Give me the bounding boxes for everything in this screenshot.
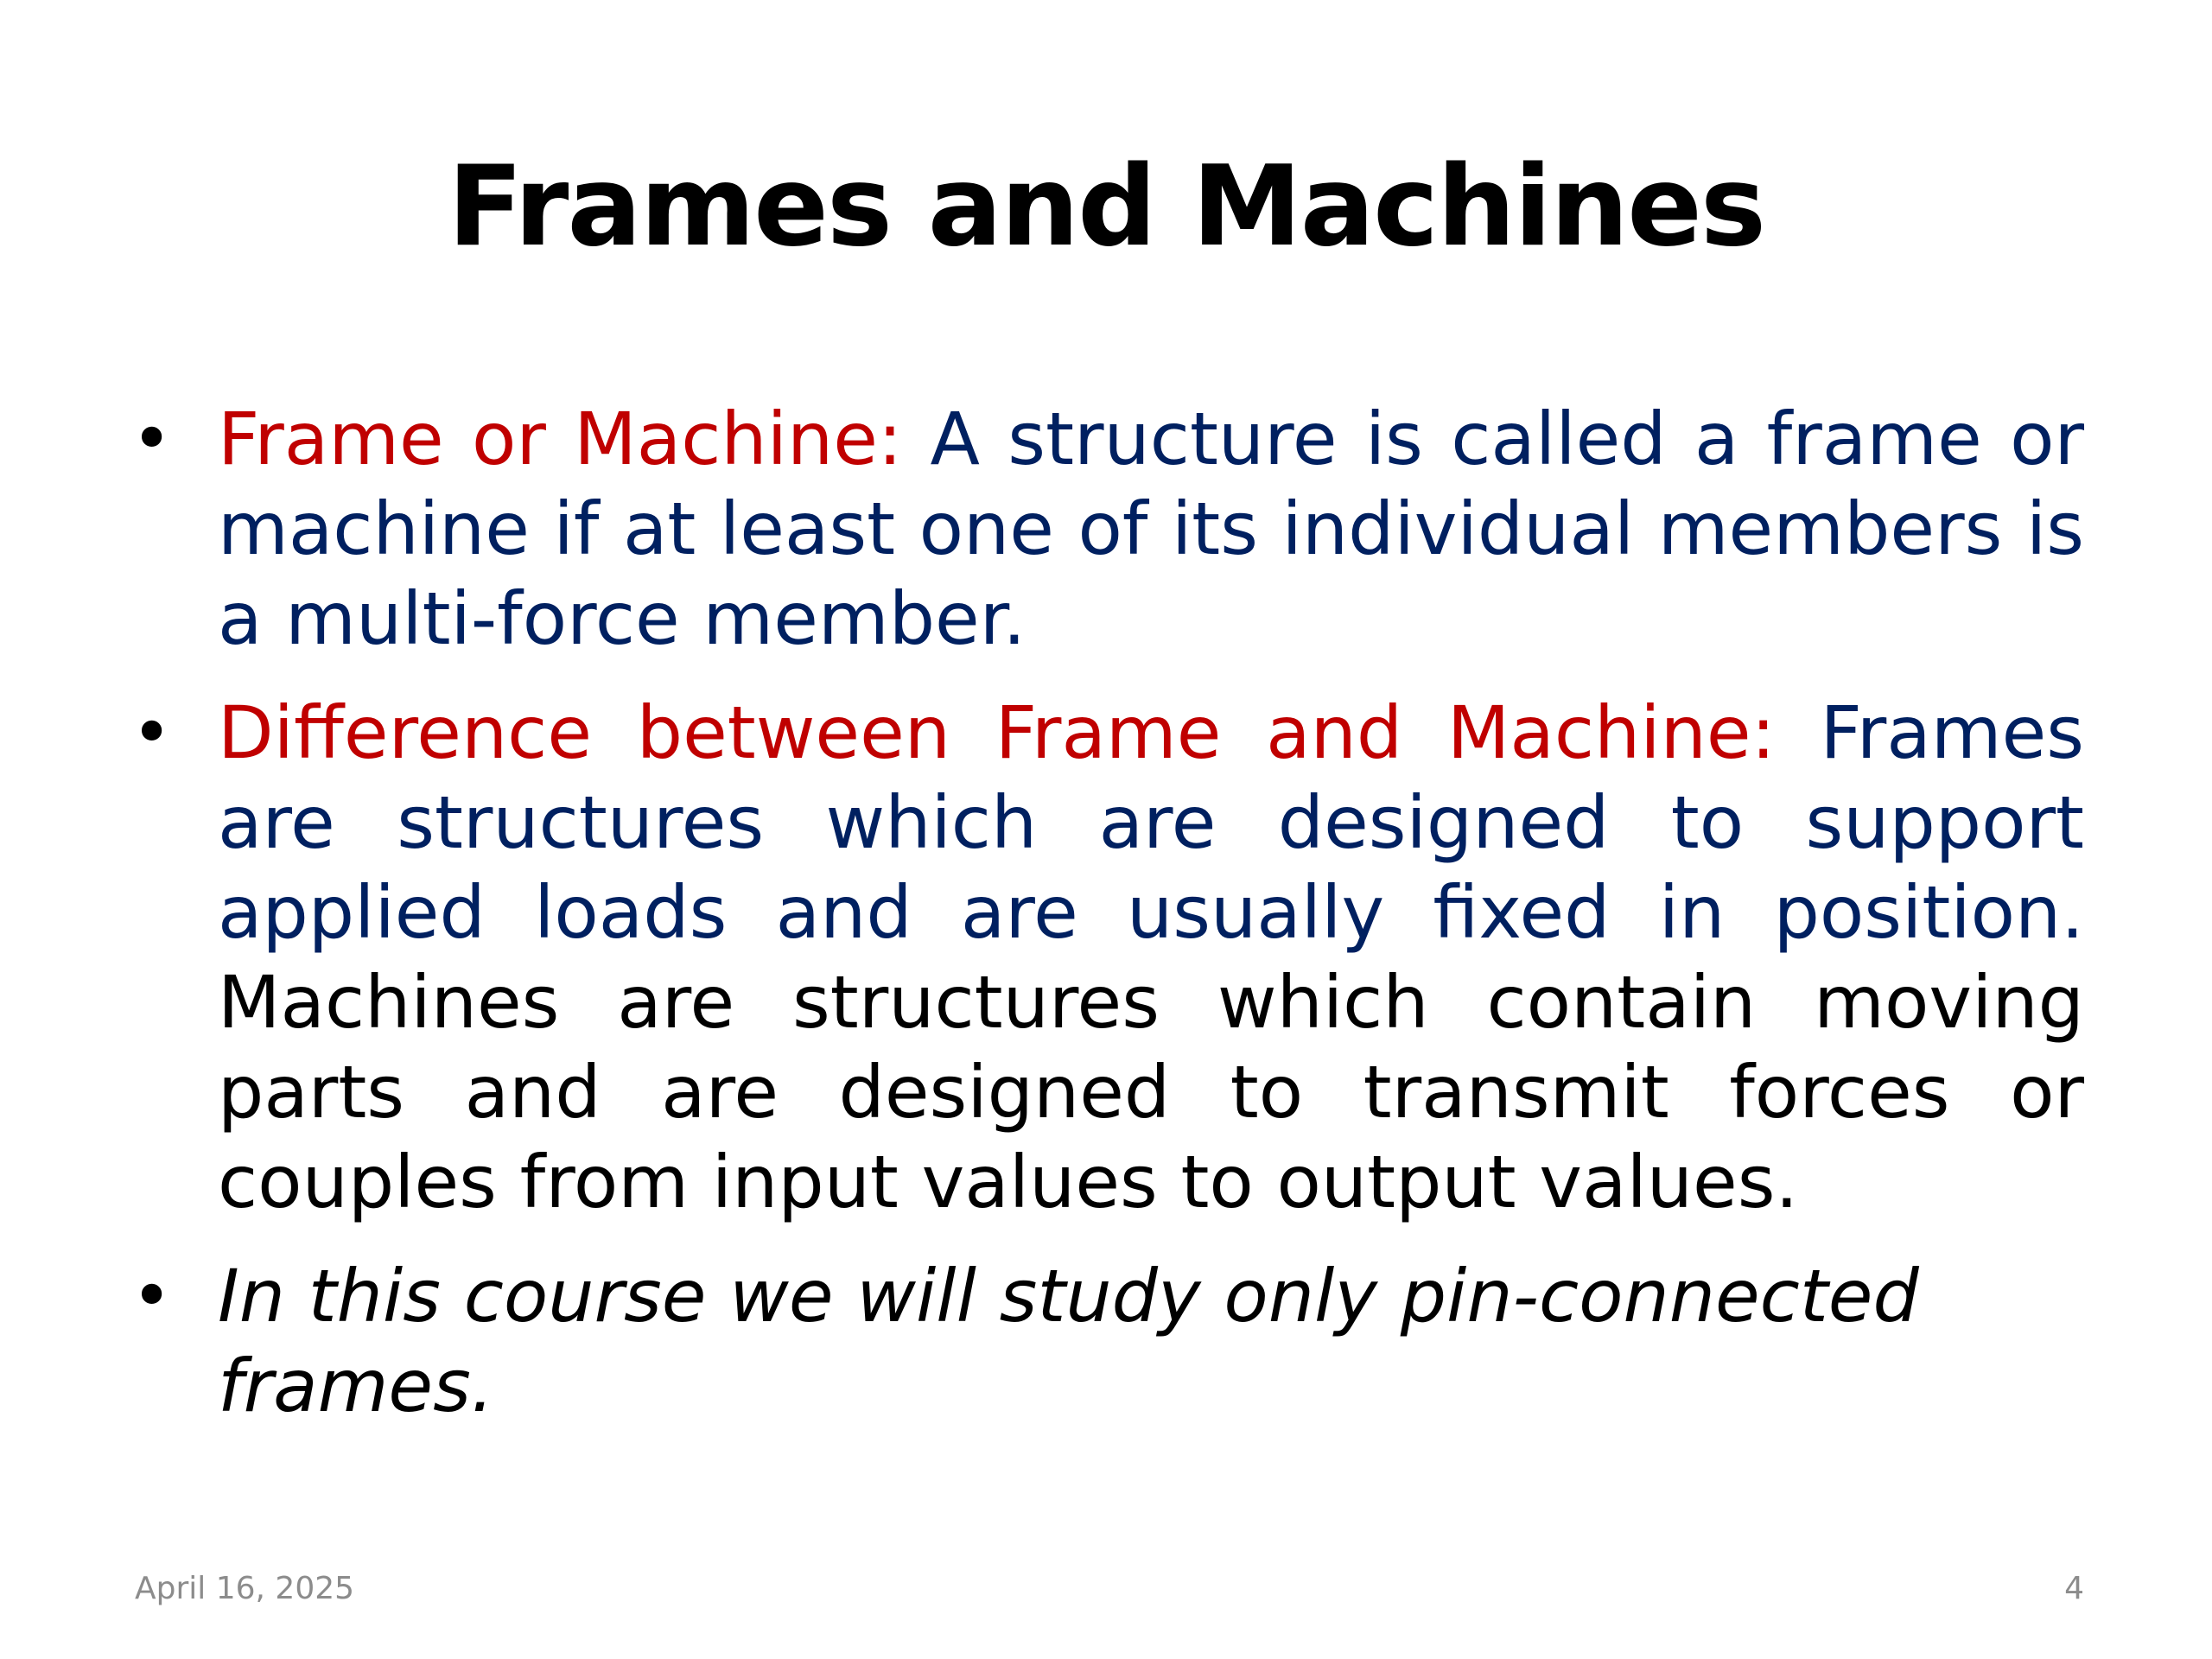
footer-page-number: 4	[2064, 1571, 2084, 1606]
bullet-text-frames: Frames are structures which are designed to support applied loads and are usually fixed in position.	[218, 690, 2085, 955]
bullet-glyph: •	[131, 1255, 173, 1336]
bullet-term: Frame or Machine:	[218, 397, 903, 481]
bullet-text-italic: In this course we will study only pin-connected frames.	[218, 1254, 1919, 1428]
bullet-item-course-note	[131, 1251, 2084, 1431]
bullet-text: A structure is called a frame or machine if at least one of its individual members is a multi-force member.	[218, 397, 2085, 661]
footer-date: April 16, 2025	[135, 1571, 355, 1606]
bullet-item-difference	[131, 688, 2085, 1227]
bullet-text-machines: Machines are structures which contain moving parts and are designed to transmit forces or couples from input values to output values.	[218, 960, 2084, 1224]
bullet-glyph: •	[131, 398, 173, 479]
bullet-item-frame-or-machine	[131, 394, 2085, 664]
bullet-glyph: •	[131, 692, 173, 772]
bullet-term: Difference between Frame and Machine:	[218, 690, 1776, 775]
slide-title: Frames and Machines	[447, 143, 1765, 271]
bullet-list	[131, 394, 2085, 1455]
